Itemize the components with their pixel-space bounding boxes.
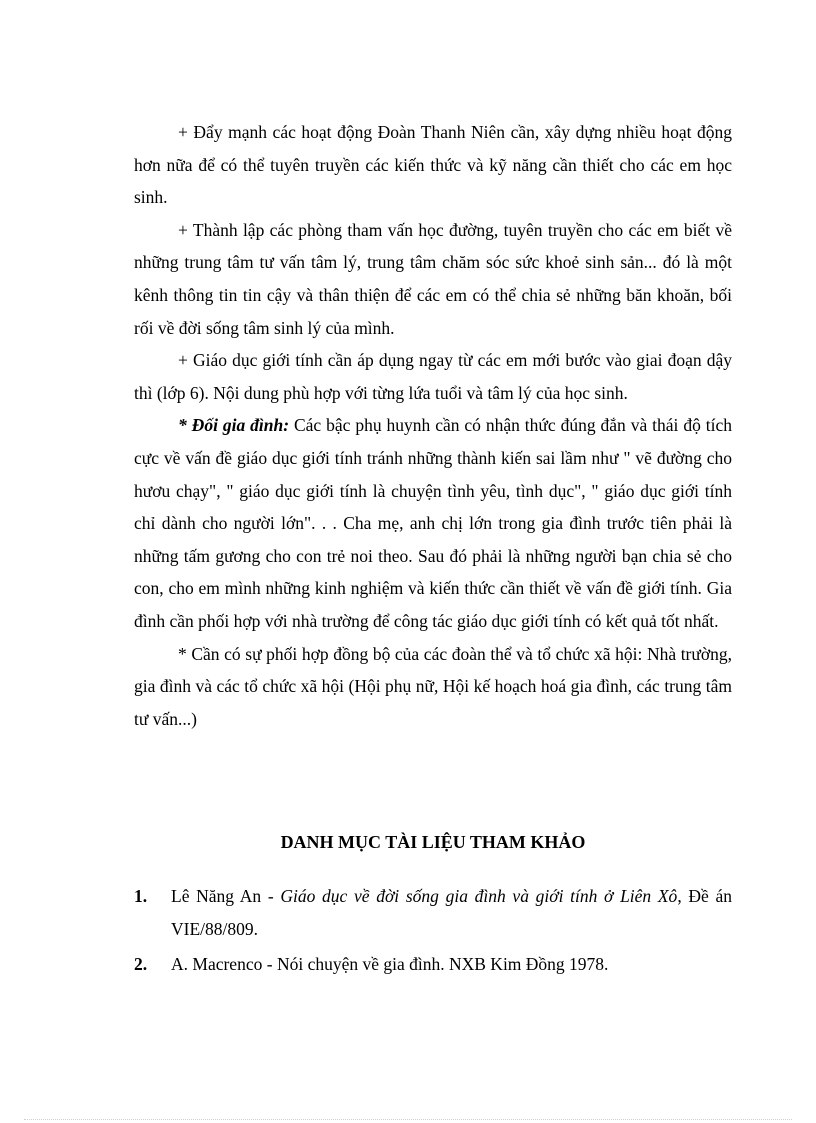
paragraph-sex-education-age: + Giáo dục giới tính cần áp dụng ngay từ các em mới bước vào giai đoạn dậy thì (lớp 6). Nội dung phù hợp với từng lứa tuổi và tâm lý của học sinh. bbox=[134, 350, 732, 403]
paragraph-coordination: * Cần có sự phối hợp đồng bộ của các đoàn thể và tổ chức xã hội: Nhà trường, gia đình và các tổ chức xã hội (Hội phụ nữ, Hội kế hoạch hoá gia đình, các trung tâm tư vấn...) bbox=[134, 643, 732, 729]
reference-author: A. Macrenco - bbox=[171, 954, 277, 975]
reference-details: , Đề án VIE/88/809. bbox=[171, 886, 732, 939]
family-paragraph-text: Các bậc phụ huynh cần có nhận thức đúng đắn và thái độ tích cực về vấn đề giáo dục giới tính tránh những thành kiến sai lầm như " vẽ đường cho hươu chạy", " giáo dục giới tính là chuyện tình yêu, tình dục", " giáo dục giới tính chỉ dành cho người lớn". . . Cha mẹ, anh chị lớn trong gia đình trước tiên phải là những tấm gương cho con trẻ noi theo. Sau đó phải là những người bạn chia sẻ cho con, cho em mình những kinh nghiệm và kiến thức cần thiết về vấn đề giới tính. Gia đình cần phối hợp với nhà trường để công tác giáo dục giới tính có kết quả tốt nhất. bbox=[134, 415, 732, 631]
reference-details: Nói chuyện về gia đình. NXB Kim Đồng 1978. bbox=[276, 954, 609, 975]
family-lead-label: * Đối gia đình: bbox=[178, 415, 290, 436]
reference-number: 2. bbox=[134, 954, 148, 975]
paragraph-family bbox=[134, 409, 732, 637]
reference-number: 1. bbox=[134, 886, 148, 906]
reference-item bbox=[134, 880, 732, 945]
references-list bbox=[134, 880, 732, 984]
reference-item bbox=[134, 948, 732, 981]
page-bottom-rule bbox=[24, 1119, 792, 1120]
paragraph-counseling-rooms: + Thành lập các phòng tham vấn học đường, tuyên truyền cho các em biết về những trung tâm tư vấn tâm lý, trung tâm chăm sóc sức khoẻ sinh sản... đó là một kênh thông tin tin cậy và thân thiện để các em có thể chia sẻ những băn khoăn, bối rối về đời sống tâm sinh lý của mình. bbox=[134, 219, 732, 338]
body-text bbox=[134, 116, 732, 735]
references-heading: DANH MỤC TÀI LIỆU THAM KHẢO bbox=[280, 832, 586, 852]
reference-author: Lê Năng An - bbox=[171, 886, 281, 906]
reference-title: Giáo dục về đời sống gia đình và giới tính ở Liên Xô bbox=[280, 886, 678, 906]
paragraph-youth-union: + Đẩy mạnh các hoạt động Đoàn Thanh Niên cần, xây dựng nhiều hoạt động hơn nữa để có thể tuyên truyền các kiến thức và kỹ năng cần thiết cho các em học sinh. bbox=[134, 122, 732, 208]
